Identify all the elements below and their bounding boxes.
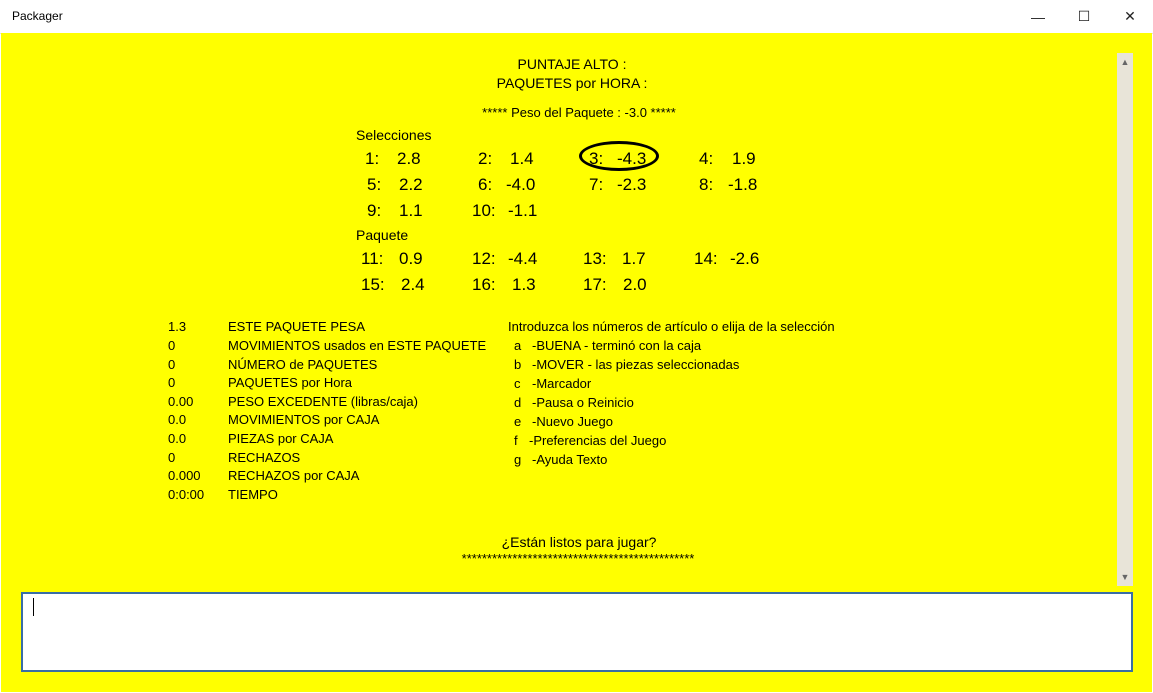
menu-option-pause[interactable]: -Pausa o Reinicio [532,395,634,410]
menu-option-key[interactable]: b [514,357,522,372]
selection-number: 7: [589,175,604,194]
stat-label: PIEZAS por CAJA [228,431,334,446]
minimize-button[interactable]: — [1031,8,1045,25]
package-item-value[interactable]: 2.0 [623,275,647,294]
vertical-scrollbar[interactable] [1117,53,1133,586]
menu-option-key[interactable]: d [514,395,522,410]
package-item-number: 15: [361,275,385,294]
package-item-value[interactable]: 2.4 [401,275,425,294]
selection-number: 9: [367,201,382,220]
menu-intro: Introduzca los números de artículo o elija de la selección [508,319,835,334]
selection-value[interactable]: 1.1 [399,201,423,220]
stat-value: 0 [168,375,176,390]
menu-option-good[interactable]: -BUENA - terminó con la caja [532,338,702,353]
package-item-number: 14: [694,249,718,268]
close-button[interactable]: ✕ [1124,8,1136,24]
selection-value[interactable]: -1.8 [728,175,758,194]
selection-value[interactable]: 1.4 [510,149,534,168]
selection-value[interactable]: -4.3 [617,149,647,168]
package-item-number: 17: [583,275,607,294]
package-item-value[interactable]: -2.6 [730,249,760,268]
selection-number: 2: [478,149,493,168]
scroll-down-icon[interactable]: ▼ [1120,572,1130,582]
menu-option-new-game[interactable]: -Nuevo Juego [532,414,613,429]
stat-value: 0 [168,338,176,353]
scroll-up-icon[interactable]: ▲ [1120,57,1130,67]
menu-option-key[interactable]: c [514,376,521,391]
selection-value[interactable]: 1.9 [732,149,756,168]
stat-value: 0 [168,357,176,372]
selection-value[interactable]: 2.8 [397,149,421,168]
package-item-value[interactable]: 1.7 [622,249,646,268]
stat-value: 0.00 [168,394,194,409]
selection-number: 6: [478,175,493,194]
selections-label: Selecciones [356,127,432,143]
stat-label: TIEMPO [228,487,278,502]
title-bar [0,0,1153,34]
game-panel [1,33,1152,692]
menu-option-key[interactable]: g [514,452,522,467]
package-label: Paquete [356,227,409,243]
stat-label: RECHAZOS por CAJA [228,468,360,483]
stat-value: 0 [168,450,176,465]
stat-value: 0.0 [168,431,187,446]
package-item-value[interactable]: 1.3 [512,275,536,294]
menu-option-key[interactable]: f [514,433,518,448]
selection-value[interactable]: -2.3 [617,175,647,194]
selection-value[interactable]: 2.2 [399,175,423,194]
text-caret [33,598,34,616]
stat-label: PESO EXCEDENTE (libras/caja) [228,394,418,409]
stat-label: MOVIMIENTOS por CAJA [228,412,380,427]
package-item-number: 16: [472,275,496,294]
packages-per-hour-label: PAQUETES por HORA : [496,75,648,91]
maximize-button[interactable]: ☐ [1077,8,1091,24]
stat-value: 0:0:00 [168,487,205,502]
menu-option-key[interactable]: e [514,414,522,429]
selected-item-highlight [579,141,659,171]
selection-number: 8: [699,175,714,194]
stat-value: 0.000 [168,468,201,483]
menu-option-key[interactable]: a [514,338,522,353]
stat-value: 1.3 [168,319,187,334]
command-input[interactable] [21,592,1133,672]
stat-label: MOVIMIENTOS usados en ESTE PAQUETE [228,338,487,353]
package-item-value[interactable]: 0.9 [399,249,423,268]
stat-label: NÚMERO de PAQUETES [228,357,378,372]
stat-label: RECHAZOS [228,450,301,465]
package-item-number: 13: [583,249,607,268]
package-weight: ***** Peso del Paquete : -3.0 ***** [482,105,676,120]
selection-number: 5: [367,175,382,194]
package-item-number: 12: [472,249,496,268]
menu-option-scoreboard[interactable]: -Marcador [532,376,592,391]
stars-divider: ********************************************** [461,551,695,566]
ready-prompt: ¿Están listos para jugar? [501,534,657,550]
window-title: Packager [12,9,63,23]
menu-option-move[interactable]: -MOVER - las piezas seleccionadas [532,357,740,372]
stat-value: 0.0 [168,412,187,427]
menu-option-help[interactable]: -Ayuda Texto [532,452,608,467]
stat-label: ESTE PAQUETE PESA [228,319,366,334]
stat-label: PAQUETES por Hora [228,375,353,390]
high-score-label: PUNTAJE ALTO : [517,56,627,72]
package-item-value[interactable]: -4.4 [508,249,538,268]
package-item-number: 11: [361,249,384,268]
selection-number: 1: [365,149,380,168]
selection-value[interactable]: -1.1 [508,201,538,220]
selection-number: 4: [699,149,714,168]
selection-number: 3: [589,149,604,168]
selection-value[interactable]: -4.0 [506,175,536,194]
menu-option-preferences[interactable]: -Preferencias del Juego [529,433,667,448]
selection-number: 10: [472,201,496,220]
